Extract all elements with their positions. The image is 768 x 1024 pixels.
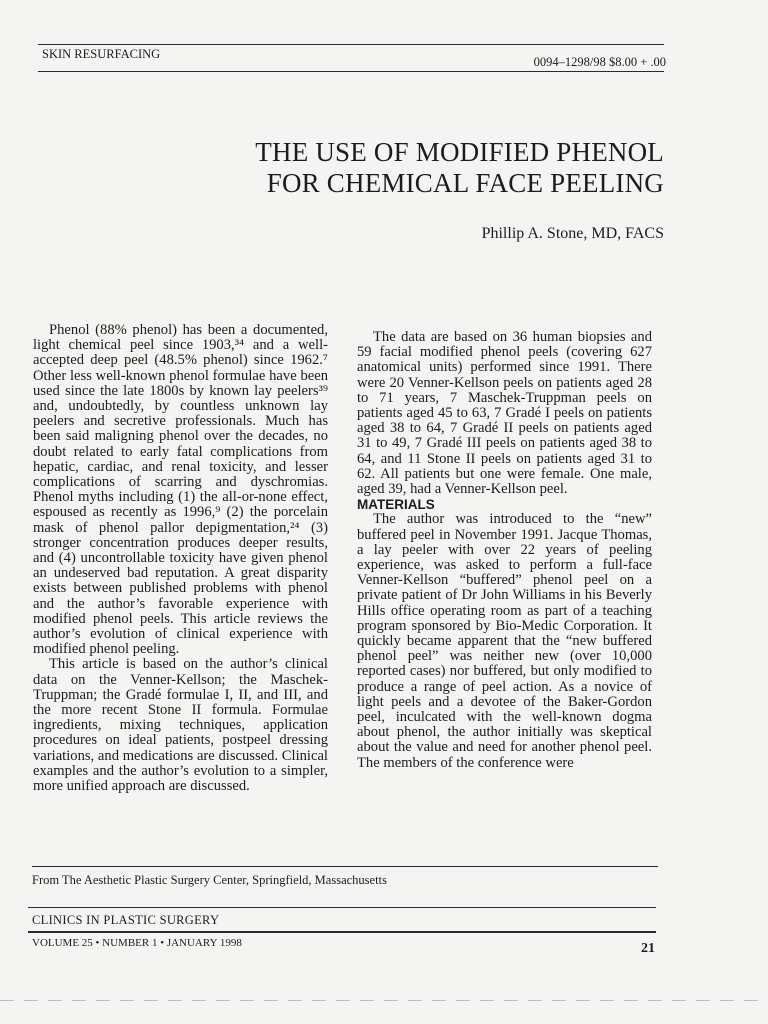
data-paragraph: The data are based on 36 human biopsies and 59 facial modified phenol peels (covering 627 anatomical units) performed since 1991. There were 20 Venner-Kellson peels on patients aged 28 to 71 years, 7 Maschek-Truppman peels on patients aged 45 to 63, 7 Gradé I peels on patients aged 38 to 64, 7 Gradé II peels on patients aged 31 to 49, 7 Gradé III peels on patients aged 38 to 64, and 11 Stone II peels on patients aged 31 to 62. All patients but one were female. One male, aged 39, had a Venner-Kellson peel. xyxy=(357,329,652,498)
journal-rule-top xyxy=(28,907,656,908)
left-column xyxy=(33,323,328,794)
section-heading-materials: MATERIALS xyxy=(357,497,435,513)
author-byline: Phillip A. Stone, MD, FACS xyxy=(481,225,664,242)
scan-artifact-line xyxy=(0,1000,768,1001)
title-line-1: THE USE OF MODIFIED PHENOL xyxy=(255,137,664,167)
intro-paragraph: Phenol (88% phenol) has been a documented, light chemical peel since 1903,³⁴ and a well-accepted deep peel (48.5% phenol) since 1962.⁷ Other less well-known phenol formulae have been used since the late 1800s by known lay peelers³⁹ and, undoubtedly, by countless unknown lay peelers and secretive professionals. Much has been said maligning phenol over the decades, no doubt related to early fatal complications from hepatic, cardiac, and renal toxicity, and lesser complications of scarring and dyschromias. Phenol myths including (1) the all-or-none effect, espoused as recently as 1996,⁹ (2) the porcelain mask of phenol pallor depigmentation,²⁴ (3) stronger concentration produces deeper results, and (4) uncontrollable toxicity have given phenol an undeserved bad reputation. A great disparity exists between published problems with phenol and the author’s favorable experience with modified phenol peels. This article reviews the author’s evolution of clinical experience with modified phenol peeling. xyxy=(33,322,328,658)
materials-paragraph: The author was introduced to the “new” buffered peel in November 1991. Jacque Thomas, a lay peeler with over 22 years of peeling experience, was asked to perform a full-face Venner-Kellson “buffered” phenol peel on a private patient of Dr John Williams in his Beverly Hills office operating room as part of a teaching program sponsored by Bio-Medic Corporation. It quickly became apparent that the “new buffered phenol peel” was neither new (over 10,000 reported cases) nor buffered, but only modified to produce a range of peel action. As a novice of light peels and a devotee of the Baker-Gordon peel, inculcated with the well-known dogma about phenol, the author initially was skeptical about the value and need for another phenol peel. The members of the conference were xyxy=(357,511,652,771)
section-label: SKIN RESURFACING xyxy=(42,47,161,61)
price-code: 0094–1298/98 $8.00 + .00 xyxy=(533,55,666,69)
title-line-2: FOR CHEMICAL FACE PEELING xyxy=(266,168,664,198)
page-number: 21 xyxy=(641,941,655,956)
volume-info: VOLUME 25 • NUMBER 1 • JANUARY 1998 xyxy=(32,937,242,949)
right-column xyxy=(357,330,652,771)
affiliation-note: From The Aesthetic Plastic Surgery Center, Springfield, Massachusetts xyxy=(32,873,387,887)
journal-rule-bottom xyxy=(28,931,656,933)
journal-name: CLINICS IN PLASTIC SURGERY xyxy=(32,913,220,927)
scope-paragraph: This article is based on the author’s clinical data on the Venner-Kellson; the Maschek-Truppman; the Gradé formulae I, II, and III, and the more recent Stone II formula. Formulae ingredients, mixing techniques, application procedures on ideal patients, postpeel dressing variations, and medications are discussed. Clinical examples and the author’s evolution to a simpler, more unified approach are discussed. xyxy=(33,656,328,795)
top-rule xyxy=(38,44,664,45)
footnote-rule xyxy=(32,866,658,867)
header-rule xyxy=(38,71,664,72)
article-title xyxy=(255,137,664,199)
